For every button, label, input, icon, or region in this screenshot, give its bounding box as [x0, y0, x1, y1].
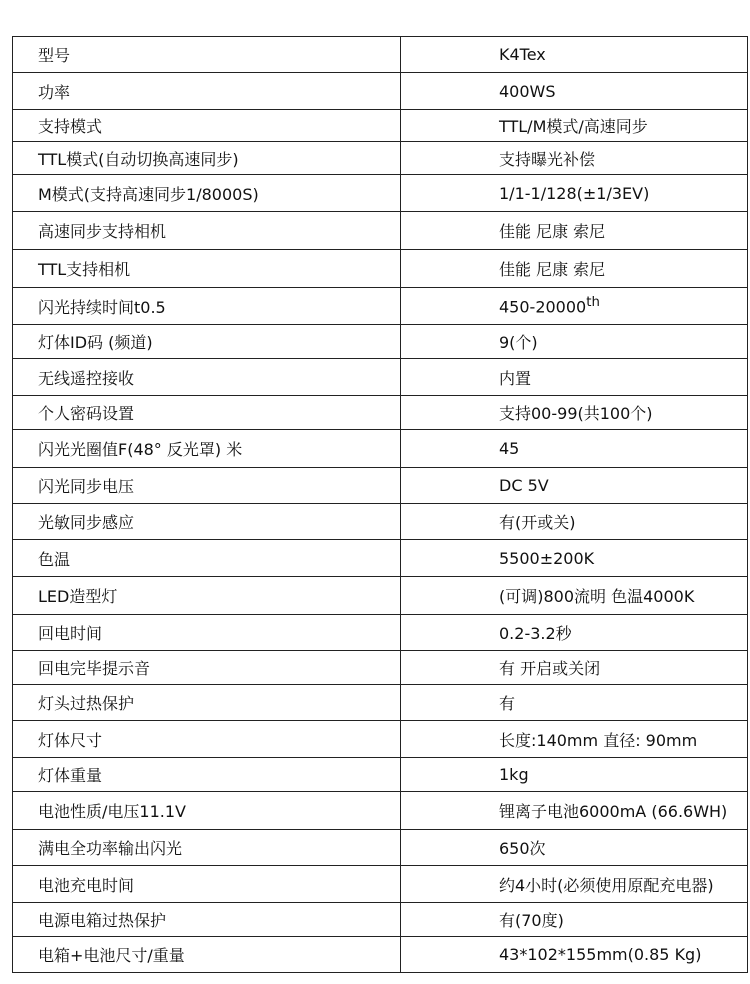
spec-label: 灯体ID码 (频道): [13, 325, 401, 359]
spec-value-cell: [401, 685, 748, 721]
spec-value: 约4小时(必须使用原配充电器): [499, 875, 714, 895]
spec-row: [13, 250, 748, 288]
spec-value-cell: [401, 325, 748, 359]
spec-label: 支持模式: [13, 110, 401, 142]
spec-value: 450-20000: [499, 297, 587, 317]
spec-table: [12, 36, 748, 973]
spec-row: [13, 110, 748, 142]
spec-value-cell: [401, 651, 748, 685]
spec-label: 回电完毕提示音: [13, 651, 401, 685]
spec-label: 满电全功率输出闪光: [13, 830, 401, 866]
spec-row: [13, 685, 748, 721]
spec-label: 闪光持续时间t0.5: [13, 288, 401, 325]
spec-value-cell: [401, 142, 748, 175]
spec-label: LED造型灯: [13, 577, 401, 615]
spec-value: 支持00-99(共100个): [499, 404, 653, 423]
spec-row: [13, 142, 748, 175]
spec-label: 灯体重量: [13, 758, 401, 792]
spec-value: 有: [499, 694, 516, 713]
spec-value: 1/1-1/128(±1/3EV): [499, 183, 650, 203]
spec-value: 0.2-3.2秒: [499, 624, 572, 643]
spec-label: 无线遥控接收: [13, 359, 401, 396]
spec-row: [13, 651, 748, 685]
spec-row: [13, 937, 748, 973]
spec-value-cell: [401, 396, 748, 430]
spec-value-cell: [401, 212, 748, 250]
spec-row: [13, 37, 748, 73]
spec-value-cell: [401, 468, 748, 504]
spec-label: 电池性质/电压11.1V: [13, 792, 401, 830]
spec-row: [13, 758, 748, 792]
spec-label: 功率: [13, 73, 401, 110]
spec-row: [13, 212, 748, 250]
spec-row: [13, 430, 748, 468]
spec-label: 闪光光圈值F(48° 反光罩) 米: [13, 430, 401, 468]
spec-value: 锂离子电池6000mA (66.6WH): [499, 802, 728, 821]
spec-value-cell: [401, 937, 748, 973]
spec-label: 回电时间: [13, 615, 401, 651]
spec-value: 内置: [499, 368, 532, 388]
spec-value-cell: [401, 359, 748, 396]
spec-value-cell: [401, 110, 748, 142]
spec-row: [13, 866, 748, 903]
spec-row: [13, 396, 748, 430]
spec-row: [13, 359, 748, 396]
spec-row: [13, 175, 748, 212]
spec-value: 有 开启或关闭: [499, 659, 601, 678]
spec-label: 灯体尺寸: [13, 721, 401, 758]
spec-value-cell: [401, 250, 748, 288]
spec-label: 电箱+电池尺寸/重量: [13, 937, 401, 973]
spec-value: 有(70度): [499, 911, 564, 930]
spec-label: 个人密码设置: [13, 396, 401, 430]
spec-row: [13, 325, 748, 359]
spec-label: 高速同步支持相机: [13, 212, 401, 250]
spec-value: 有(开或关): [499, 513, 576, 532]
spec-value: K4Tex: [499, 45, 546, 64]
spec-label: 闪光同步电压: [13, 468, 401, 504]
spec-value-cell: [401, 288, 748, 325]
spec-value: (可调)800流明 色温4000K: [499, 587, 695, 606]
spec-value: 9(个): [499, 333, 538, 352]
spec-value-cell: [401, 615, 748, 651]
spec-value-cell: [401, 866, 748, 903]
spec-value-cell: [401, 504, 748, 540]
spec-value-cell: [401, 73, 748, 110]
spec-value: 佳能 尼康 索尼: [499, 260, 606, 279]
spec-value: 43*102*155mm(0.85 Kg): [499, 945, 702, 964]
spec-value-cell: [401, 903, 748, 937]
spec-value-cell: [401, 721, 748, 758]
spec-value-superscript: th: [586, 295, 600, 311]
spec-value-cell: [401, 37, 748, 73]
spec-row: [13, 504, 748, 540]
spec-label: 光敏同步感应: [13, 504, 401, 540]
spec-row: [13, 615, 748, 651]
spec-value: 650次: [499, 839, 546, 858]
spec-row: [13, 468, 748, 504]
spec-value-cell: [401, 830, 748, 866]
spec-value: 支持曝光补偿: [499, 149, 596, 169]
spec-row: [13, 903, 748, 937]
spec-value: 长度:140mm 直径: 90mm: [499, 730, 698, 750]
spec-row: [13, 721, 748, 758]
spec-label: 灯头过热保护: [13, 685, 401, 721]
spec-label: M模式(支持高速同步1/8000S): [13, 175, 401, 212]
spec-row: [13, 792, 748, 830]
spec-value: 45: [499, 439, 520, 458]
spec-value-cell: [401, 430, 748, 468]
spec-value: 400WS: [499, 81, 556, 101]
spec-row: [13, 288, 748, 325]
spec-value: 1kg: [499, 765, 529, 784]
spec-value-cell: [401, 577, 748, 615]
spec-label: 电源电箱过热保护: [13, 903, 401, 937]
spec-row: [13, 73, 748, 110]
spec-row: [13, 540, 748, 577]
spec-label: 色温: [13, 540, 401, 577]
spec-row: [13, 830, 748, 866]
spec-value: TTL/M模式/高速同步: [499, 117, 648, 136]
spec-label: TTL支持相机: [13, 250, 401, 288]
spec-value: DC 5V: [499, 476, 549, 495]
spec-value: 5500±200K: [499, 548, 595, 568]
spec-label: 电池充电时间: [13, 866, 401, 903]
spec-row: [13, 577, 748, 615]
spec-value-cell: [401, 175, 748, 212]
spec-label: TTL模式(自动切换高速同步): [13, 142, 401, 175]
spec-value-cell: [401, 758, 748, 792]
spec-label: 型号: [13, 37, 401, 73]
spec-value-cell: [401, 792, 748, 830]
spec-value-cell: [401, 540, 748, 577]
spec-value: 佳能 尼康 索尼: [499, 222, 606, 241]
